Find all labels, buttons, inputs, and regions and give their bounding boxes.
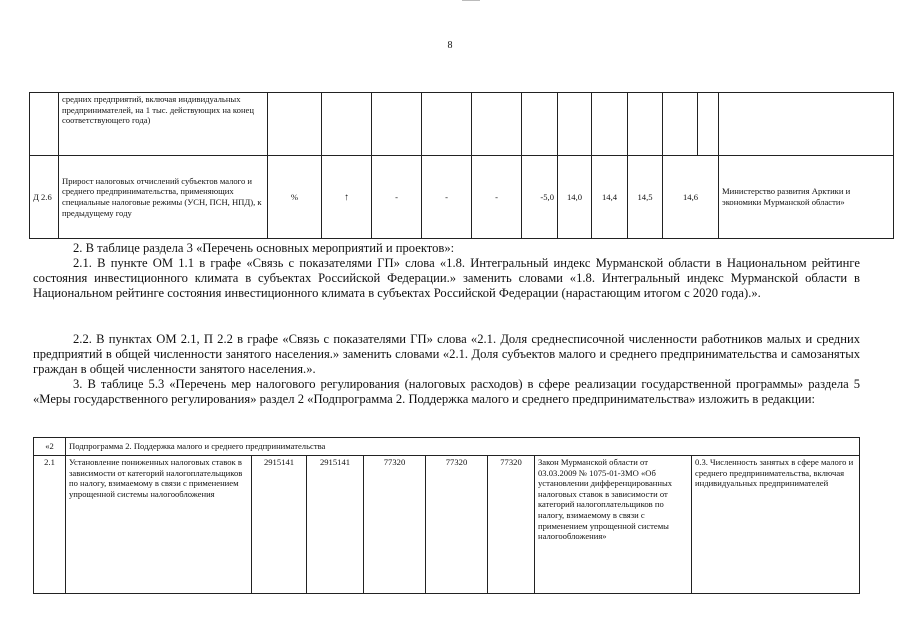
indicator-code: [30, 93, 59, 156]
paragraph-2-2: 2.2. В пунктах ОМ 2.1, П 2.2 в графе «Связь с показателями ГП» слова «2.1. Доля среднесписочной численности работников малых и средних предприятий в общей численности занятого населения.» заменить словами «2.1. Доля субъектов малого и среднего предпринимательства и самозанятых граждан в общей численности занятого населения.».: [33, 332, 860, 376]
value-cell: [628, 93, 663, 156]
page-number: 8: [447, 40, 453, 51]
table-row: [34, 456, 860, 594]
value-cell: 2915141: [307, 456, 364, 594]
value-cell: [592, 93, 628, 156]
indicator-code: Д 2.6: [30, 156, 59, 239]
indicator-responsible: [719, 93, 894, 156]
measure-name: Установление пониженных налоговых ставок в зависимости от категорий налогоплательщиков по налогу, взимаемому в связи с применением упрощенной системы налогообложения: [66, 456, 252, 594]
value-cell: 2915141: [252, 456, 307, 594]
subprogram-title: Подпрограмма 2. Поддержка малого и среднего предпринимательства: [66, 438, 860, 456]
value-cell: -: [472, 156, 522, 239]
value-cell: 14,5: [628, 156, 663, 239]
value-cell: -5,0: [522, 156, 558, 239]
value-cell: 14,6: [663, 156, 719, 239]
paragraph-section-3: 2. В таблице раздела 3 «Перечень основных мероприятий и проектов»:: [73, 241, 455, 255]
subprogram-code: «2: [34, 438, 66, 456]
value-cell: [422, 93, 472, 156]
measure-code: 2.1: [34, 456, 66, 594]
measure-law: Закон Мурманской области от 03.03.2009 № 1075-01-ЗМО «Об установлении дифференцированных налоговых ставок в зависимости от категорий налогоплательщиков по налогу, взимаемому в связи с применением упрощенной системы налогообложения»: [535, 456, 692, 594]
paragraph-3: 3. В таблице 5.3 «Перечень мер налогового регулирования (налоговых расходов) в сфере реализации государственной программы» раздела 5 «Меры государственного регулирования» раздел 2 «Подпрограмма 2. Поддержка малого и среднего предпринимательства» изложить в редакции:: [33, 377, 860, 406]
indicator-responsible: Министерство развития Арктики и экономики Мурманской области»: [719, 156, 894, 239]
value-cell: 14,4: [592, 156, 628, 239]
value-cell: 77320: [488, 456, 535, 594]
up-arrow-icon: ↑: [344, 191, 349, 203]
value-cell: [558, 93, 592, 156]
paragraph-2-1: 2.1. В пункте ОМ 1.1 в графе «Связь с показателями ГП» слова «1.8. Интегральный индекс Мурманской области в Национальном рейтинге состояния инвестиционного климата в субъектах Российской Федерации.» заменить словами «1.8. Интегральный индекс Мурманской области в Национальном рейтинге состояния инвестиционного климата в субъектах Российской Федерации (нарастающим итогом с 2020 года).».: [33, 256, 860, 300]
value-cell: -: [372, 156, 422, 239]
measure-indicator: 0.3. Численность занятых в сфере малого и среднего предпринимательства, включая индивидуальных предпринимателей: [692, 456, 860, 594]
indicators-table: [29, 92, 894, 239]
table-row: [30, 156, 894, 239]
value-cell: [522, 93, 558, 156]
value-cell: -: [422, 156, 472, 239]
indicator-trend: [322, 93, 372, 156]
indicator-name: Прирост налоговых отчислений субъектов малого и среднего предпринимательства, применяющих специальные налоговые режимы (УСН, ПСН, НПД), к предыдущему году: [59, 156, 268, 239]
value-cell: 77320: [364, 456, 426, 594]
value-cell: 77320: [426, 456, 488, 594]
table-row: [30, 93, 894, 156]
indicator-trend: [322, 156, 372, 239]
value-cell: [663, 93, 698, 156]
value-cell: [698, 93, 719, 156]
indicator-name: средних предприятий, включая индивидуальных предпринимателей, на 1 тыс. действующих на конец соответствующего года): [59, 93, 268, 156]
indicator-unit: [268, 93, 322, 156]
top-scan-mark: [462, 0, 480, 1]
value-cell: [372, 93, 422, 156]
value-cell: 14,0: [558, 156, 592, 239]
indicator-unit: %: [268, 156, 322, 239]
tax-measures-table: [33, 437, 860, 594]
value-cell: [472, 93, 522, 156]
table-header-row: [34, 438, 860, 456]
